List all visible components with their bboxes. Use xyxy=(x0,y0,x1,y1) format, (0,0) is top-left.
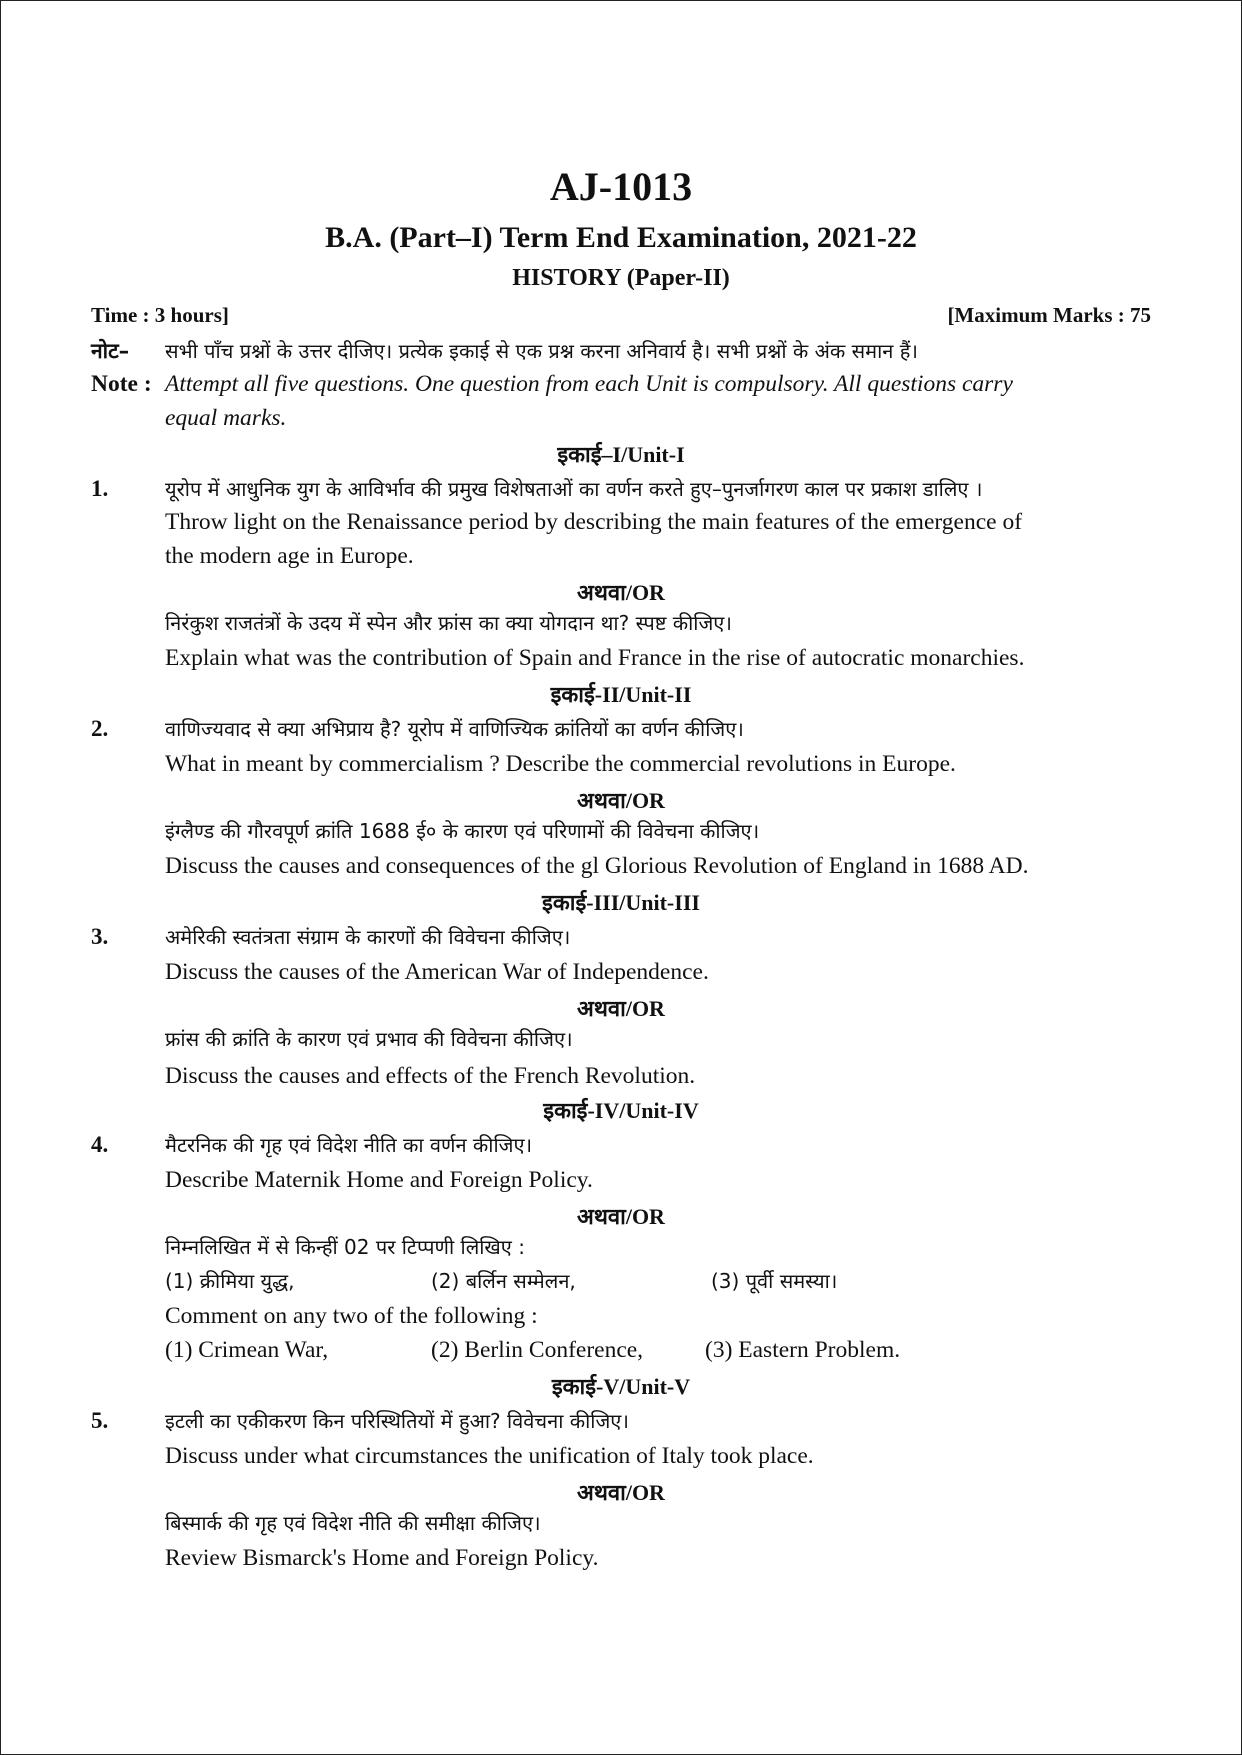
or-separator: अथवा/OR xyxy=(577,996,665,1021)
question-english: Discuss under what circumstances the unification of Italy took place. xyxy=(165,1443,814,1469)
question-number: 5. xyxy=(91,1408,109,1433)
question-hindi: वाणिज्यवाद से क्या अभिप्राय है? यूरोप में वाणिज्यिक क्रांतियों का वर्णन कीजिए। xyxy=(165,717,744,741)
alternate-question-english: Discuss the causes and effects of the French Revolution. xyxy=(165,1063,696,1089)
alternate-question-hindi: निम्नलिखित में से किन्हीं 02 पर टिप्पणी लिखिए : xyxy=(165,1235,525,1259)
note-en-line2: equal marks. xyxy=(165,405,287,431)
option-english-3: (3) Eastern Problem. xyxy=(705,1337,901,1363)
note-en-label: Note : xyxy=(91,371,152,397)
unit-heading: इकाई-III/Unit-III xyxy=(542,890,700,915)
question-english-line1: Throw light on the Renaissance period by describing the main features of the emergence of xyxy=(165,509,1023,535)
option-hindi-2: (2) बर्लिन सम्मेलन, xyxy=(431,1269,576,1293)
question-hindi: मैटरनिक की गृह एवं विदेश नीति का वर्णन कीजिए। xyxy=(165,1133,533,1157)
subject-title: HISTORY (Paper-II) xyxy=(512,265,730,291)
question-number: 2. xyxy=(91,716,109,741)
alternate-question-english: Explain what was the contribution of Spain and France in the rise of autocratic monarchies. xyxy=(165,645,1025,671)
paper-code: AJ-1013 xyxy=(549,164,693,209)
alternate-question-hindi: इंग्लैण्ड की गौरवपूर्ण क्रांति 1688 ई० के कारण एवं परिणामों की विवेचना कीजिए। xyxy=(165,819,760,843)
unit-heading: इकाई-V/Unit-V xyxy=(551,1374,691,1399)
question-number: 3. xyxy=(91,924,109,949)
time-label: Time : 3 hours] xyxy=(91,303,229,327)
option-hindi-3: (3) पूर्वी समस्या। xyxy=(711,1269,838,1293)
alternate-question-english: Comment on any two of the following : xyxy=(165,1303,538,1329)
question-english-line2: the modern age in Europe. xyxy=(165,543,414,569)
max-marks-label: [Maximum Marks : 75 xyxy=(947,303,1151,327)
alternate-question-hindi: फ्रांस की क्रांति के कारण एवं प्रभाव की विवेचना कीजिए। xyxy=(165,1027,573,1051)
question-number: 1. xyxy=(91,476,109,501)
question-number: 4. xyxy=(91,1132,109,1157)
or-separator: अथवा/OR xyxy=(577,788,665,813)
unit-heading: इकाई-II/Unit-II xyxy=(550,682,692,707)
note-hi-text: सभी पाँच प्रश्नों के उत्तर दीजिए। प्रत्येक इकाई से एक प्रश्न करना अनिवार्य है। सभी प्रश्नों के अंक समान हैं। xyxy=(165,339,918,363)
alternate-question-hindi: बिस्मार्क की गृह एवं विदेश नीति की समीक्षा कीजिए। xyxy=(165,1511,541,1535)
option-hindi-1: (1) क्रीमिया युद्ध, xyxy=(165,1269,295,1293)
note-hi-label: नोट– xyxy=(91,339,130,363)
alternate-question-english: Review Bismarck's Home and Foreign Policy. xyxy=(165,1545,599,1571)
unit-heading: इकाई–I/Unit-I xyxy=(557,442,685,467)
exam-title: B.A. (Part–I) Term End Examination, 2021-22 xyxy=(325,221,917,254)
note-en-line1: Attempt all five questions. One question from each Unit is compulsory. All questions carry xyxy=(165,371,1013,397)
option-english-2: (2) Berlin Conference, xyxy=(431,1337,644,1363)
alternate-question-english: Discuss the causes and consequences of the gl Glorious Revolution of England in 1688 AD. xyxy=(165,853,1029,879)
question-english: What in meant by commercialism ? Describe the commercial revolutions in Europe. xyxy=(165,751,956,777)
unit-heading: इकाई-IV/Unit-IV xyxy=(543,1098,699,1123)
option-english-1: (1) Crimean War, xyxy=(165,1337,329,1363)
or-separator: अथवा/OR xyxy=(577,1480,665,1505)
alternate-question-hindi: निरंकुश राजतंत्रों के उदय में स्पेन और फ्रांस का क्या योगदान था? स्पष्ट कीजिए। xyxy=(165,611,732,635)
or-separator: अथवा/OR xyxy=(577,580,665,605)
question-english: Discuss the causes of the American War of Independence. xyxy=(165,959,709,985)
question-hindi: इटली का एकीकरण किन परिस्थितियों में हुआ? विवेचना कीजिए। xyxy=(165,1409,629,1433)
question-english: Describe Maternik Home and Foreign Policy. xyxy=(165,1167,593,1193)
question-hindi: अमेरिकी स्वतंत्रता संग्राम के कारणों की विवेचना कीजिए। xyxy=(165,925,571,949)
question-hindi: यूरोप में आधुनिक युग के आविर्भाव की प्रमुख विशेषताओं का वर्णन करते हुए–पुनर्जागरण काल पर प्रकाश डालिए । xyxy=(165,477,983,501)
or-separator: अथवा/OR xyxy=(577,1204,665,1229)
